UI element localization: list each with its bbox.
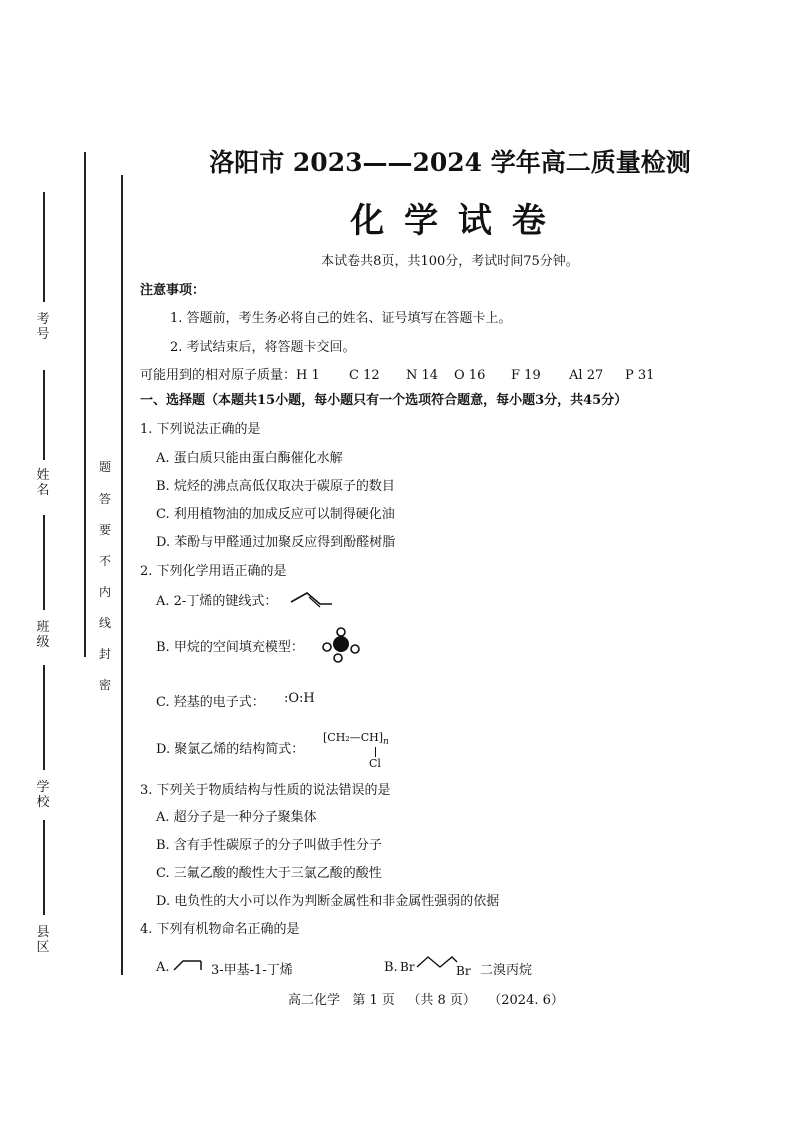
option: B. 含有手性碳原子的分子叫做手性分子	[156, 838, 382, 853]
option: D. 苯酚与甲醛通过加聚反应得到酚醛树脂	[156, 535, 396, 550]
option-label: A.	[156, 960, 170, 975]
class-line	[43, 515, 45, 610]
question-stem: 4. 下列有机物命名正确的是	[140, 922, 300, 937]
note-item: 1. 答题前，考生务必将自己的姓名、证号填写在答题卡上。	[170, 311, 512, 326]
note-item: 2. 考试结束后，将答题卡交回。	[170, 340, 356, 355]
county-label: 县区	[36, 925, 50, 955]
option-b-name: 二溴丙烷	[480, 963, 533, 978]
option-label: B.	[384, 960, 398, 975]
atomic-mass-value: H 1	[296, 368, 320, 383]
option: A. 超分子是一种分子聚集体	[156, 810, 317, 825]
subject-title: 化 学 试 卷	[350, 201, 550, 241]
page-footer: 高二化学 第 1 页 （共 8 页） （2024. 6）	[288, 993, 564, 1008]
atomic-mass-value: O 16	[454, 368, 486, 383]
seal-char: 封	[98, 647, 111, 661]
option: A. 蛋白质只能由蛋白酶催化水解	[156, 451, 343, 466]
option: B. 烷烃的沸点高低仅取决于碳原子的数目	[156, 479, 395, 494]
option: D. 电负性的大小可以作为判断金属性和非金属性强弱的依据	[156, 894, 500, 909]
hydroxyl-electron-formula: :O:H	[284, 691, 315, 706]
option: C. 利用植物油的加成反应可以制得硬化油	[156, 507, 395, 522]
butene-skeletal-formula	[290, 590, 335, 610]
school-line	[43, 665, 45, 770]
question-stem: 3. 下列关于物质结构与性质的说法错误的是	[140, 783, 391, 798]
notes-heading: 注意事项：	[140, 283, 206, 298]
county-line	[43, 820, 45, 915]
seal-char: 题	[98, 460, 111, 474]
class-label: 班级	[36, 620, 50, 650]
pvc-subscript: n	[383, 737, 389, 748]
name-label: 姓名	[36, 468, 50, 498]
option-a-name: 3-甲基-1-丁烯	[211, 963, 293, 978]
pvc-bond-line	[375, 747, 376, 757]
name-line	[43, 370, 45, 460]
atomic-mass-row	[140, 364, 654, 383]
seal-char: 线	[98, 616, 111, 630]
methane-space-filling-model	[320, 628, 365, 664]
option-a-skeletal-formula	[173, 958, 203, 972]
option-b-skeletal-formula	[416, 954, 458, 970]
question-stem: 2. 下列化学用语正确的是	[140, 564, 287, 579]
binding-line-outer	[84, 152, 86, 657]
section-heading: 一、选择题（本题共15小题，每小题只有一个选项符合题意，每小题3分，共45分）	[140, 393, 628, 408]
seal-char: 不	[98, 554, 111, 568]
seal-char: 内	[98, 585, 111, 599]
exam-info: 本试卷共8页，共100分，考试时间75分钟。	[321, 254, 579, 269]
bromine-label: Br	[456, 964, 471, 978]
exam-number-label: 考号	[36, 312, 50, 342]
exam-number-line	[43, 192, 45, 302]
atomic-mass-value: N 14	[406, 368, 439, 383]
bromine-label: Br	[400, 960, 415, 974]
option: C. 羟基的电子式：	[156, 695, 265, 710]
seal-char: 答	[98, 492, 111, 506]
atomic-mass-value: F 19	[511, 368, 541, 383]
pvc-chlorine: Cl	[369, 757, 381, 770]
pvc-structure	[323, 731, 389, 747]
exam-title: 洛阳市 2023——2024 学年高二质量检测	[209, 148, 691, 177]
binding-line-inner	[121, 175, 123, 975]
option: D. 聚氯乙烯的结构简式：	[156, 742, 305, 757]
option: C. 三氟乙酸的酸性大于三氯乙酸的酸性	[156, 866, 382, 881]
seal-char: 密	[98, 678, 111, 692]
atomic-mass-value: P 31	[625, 368, 655, 383]
atomic-mass-label: 可能用到的相对原子质量：	[140, 368, 297, 383]
school-label: 学校	[36, 780, 50, 810]
pvc-main-chain: [CH₂—CH]	[323, 731, 384, 744]
question-stem: 1. 下列说法正确的是	[140, 422, 261, 437]
seal-char: 要	[98, 523, 111, 537]
atomic-mass-value: Al 27	[569, 368, 604, 383]
option: B. 甲烷的空间填充模型：	[156, 640, 304, 655]
atomic-mass-value: C 12	[349, 368, 380, 383]
option: A. 2-丁烯的键线式：	[156, 594, 278, 609]
